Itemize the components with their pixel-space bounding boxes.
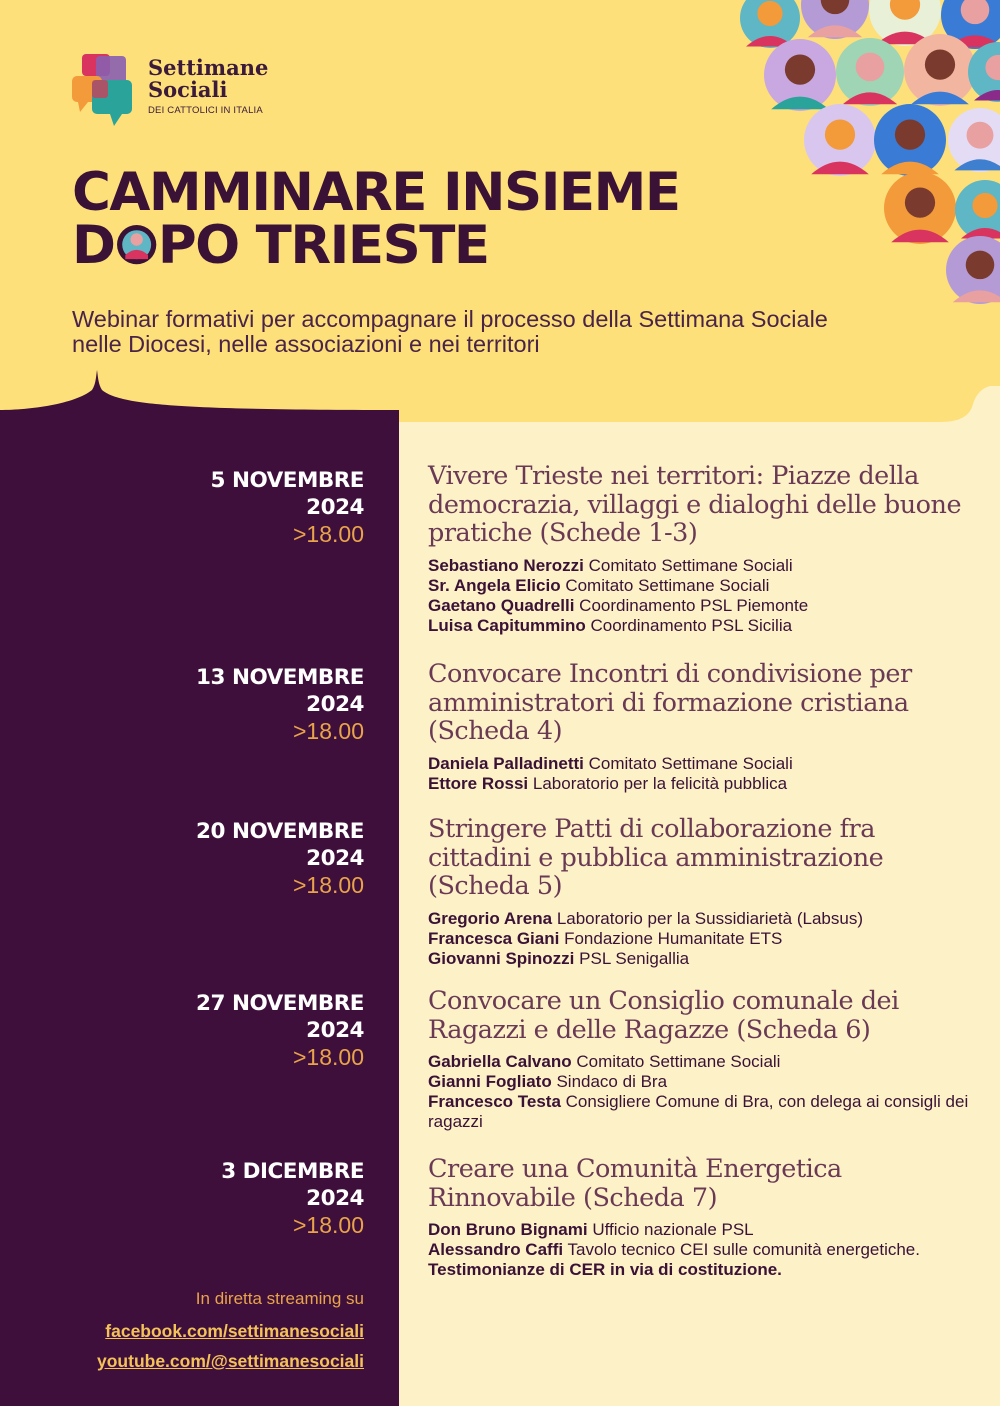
speaker: Alessandro Caffi Tavolo tecnico CEI sulle comunità energetiche. <box>428 1240 920 1259</box>
streaming-lead: In diretta streaming su <box>195 1289 364 1308</box>
person-circle-icon <box>884 172 956 244</box>
person-circle-icon <box>874 104 946 176</box>
person-circle-icon <box>968 42 1000 102</box>
session-title: Convocare Incontri di condivisione per amministratori di formazione cristiana (Scheda 4) <box>428 659 912 746</box>
session-3 <box>428 815 973 969</box>
right-panel-cap <box>940 386 1000 423</box>
session-1 <box>428 462 973 636</box>
session-year: 2024 <box>306 495 364 520</box>
person-circle-icon <box>904 34 976 106</box>
session-date: 3 DICEMBRE <box>221 1159 364 1184</box>
session-year: 2024 <box>306 846 364 871</box>
speaker: Gaetano Quadrelli Coordinamento PSL Piemonte <box>428 595 809 615</box>
speaker: Don Bruno Bignami Ufficio nazionale PSL <box>428 1220 754 1239</box>
youtube-link[interactable]: youtube.com/@settimanesociali <box>97 1351 364 1371</box>
speaker: Giovanni Spinozzi PSL Senigallia <box>428 948 690 968</box>
session-1-date <box>120 467 364 548</box>
session-title: Convocare un Consiglio comunale dei Ragazzi e delle Ragazze (Scheda 6) <box>428 986 899 1045</box>
session-time: >18.00 <box>293 872 364 898</box>
session-time: >18.00 <box>293 1212 364 1238</box>
person-circle-icon <box>804 104 876 176</box>
people-circles-illustration <box>740 0 1000 330</box>
session-date: 27 NOVEMBRE <box>196 991 364 1016</box>
speaker: Sr. Angela Elicio Comitato Settimane Sociali <box>428 575 770 595</box>
speaker: Testimonianze di CER in via di costituzione. <box>428 1260 782 1279</box>
facebook-link[interactable]: facebook.com/settimanesociali <box>105 1321 364 1341</box>
speaker: Gabriella Calvano Comitato Settimane Sociali <box>428 1052 781 1071</box>
session-year: 2024 <box>306 692 364 717</box>
speaker: Gregorio Arena Laboratorio per la Sussidiarietà (Labsus) <box>428 908 863 928</box>
speaker: Ettore Rossi Laboratorio per la felicità pubblica <box>428 773 788 793</box>
speech-bubbles-logo-icon <box>70 52 140 132</box>
session-year: 2024 <box>306 1186 364 1211</box>
session-year: 2024 <box>306 1018 364 1043</box>
session-4 <box>428 987 973 1132</box>
person-circle-icon <box>948 108 1000 172</box>
title-rest: PO TRIESTE <box>157 215 489 276</box>
speaker: Francesca Giani Fondazione Humanitate ETS <box>428 928 783 948</box>
person-circle-icon <box>801 0 869 39</box>
person-circle-icon <box>764 39 836 111</box>
person-circle-icon <box>946 236 1000 304</box>
person-circle-icon <box>836 38 904 106</box>
title-letter-d: D <box>72 215 115 276</box>
left-panel-cap <box>0 370 400 423</box>
settimane-sociali-logo <box>70 52 290 132</box>
page-title-line2 <box>72 217 489 275</box>
logo-name-line1: Settimane <box>148 55 269 80</box>
session-date: 20 NOVEMBRE <box>196 819 364 844</box>
session-time: >18.00 <box>293 521 364 547</box>
session-title: Creare una Comunità Energetica Rinnovabile (Scheda 7) <box>428 1154 842 1213</box>
logo-name-line2: Sociali <box>148 77 228 102</box>
session-5 <box>428 1155 973 1280</box>
person-circle-icon <box>955 180 1000 240</box>
session-time: >18.00 <box>293 718 364 744</box>
session-5-date <box>120 1158 364 1239</box>
dates-column <box>0 422 399 1406</box>
face-circle-icon <box>116 219 157 260</box>
session-3-date <box>120 818 364 899</box>
page-title-line1: CAMMINARE INSIEME <box>72 162 680 223</box>
session-title: Stringere Patti di collaborazione fra cittadini e pubblica amministrazione (Scheda 5) <box>428 814 884 901</box>
session-4-date <box>120 990 364 1071</box>
session-title: Vivere Trieste nei territori: Piazze della democrazia, villaggi e dialoghi delle buone pratiche (Schede 1-3) <box>428 461 962 548</box>
streaming-info <box>30 1288 364 1376</box>
speaker: Gianni Fogliato Sindaco di Bra <box>428 1072 668 1091</box>
session-date: 13 NOVEMBRE <box>196 665 364 690</box>
session-2 <box>428 660 973 794</box>
subtitle: Webinar formativi per accompagnare il processo della Settimana Sociale nelle Diocesi, nelle associazioni e nei territori <box>72 305 828 357</box>
speaker: Luisa Capitummino Coordinamento PSL Sicilia <box>428 615 793 635</box>
session-date: 5 NOVEMBRE <box>210 468 364 493</box>
speaker: Francesco Testa Consigliere Comune di Bra, con delega ai consigli dei ragazzi <box>428 1092 969 1131</box>
session-time: >18.00 <box>293 1044 364 1070</box>
speaker: Daniela Palladinetti Comitato Settimane Sociali <box>428 753 793 773</box>
logo-tagline: DEI CATTOLICI IN ITALIA <box>148 105 263 116</box>
session-2-date <box>120 664 364 745</box>
speaker: Sebastiano Nerozzi Comitato Settimane Sociali <box>428 555 793 575</box>
